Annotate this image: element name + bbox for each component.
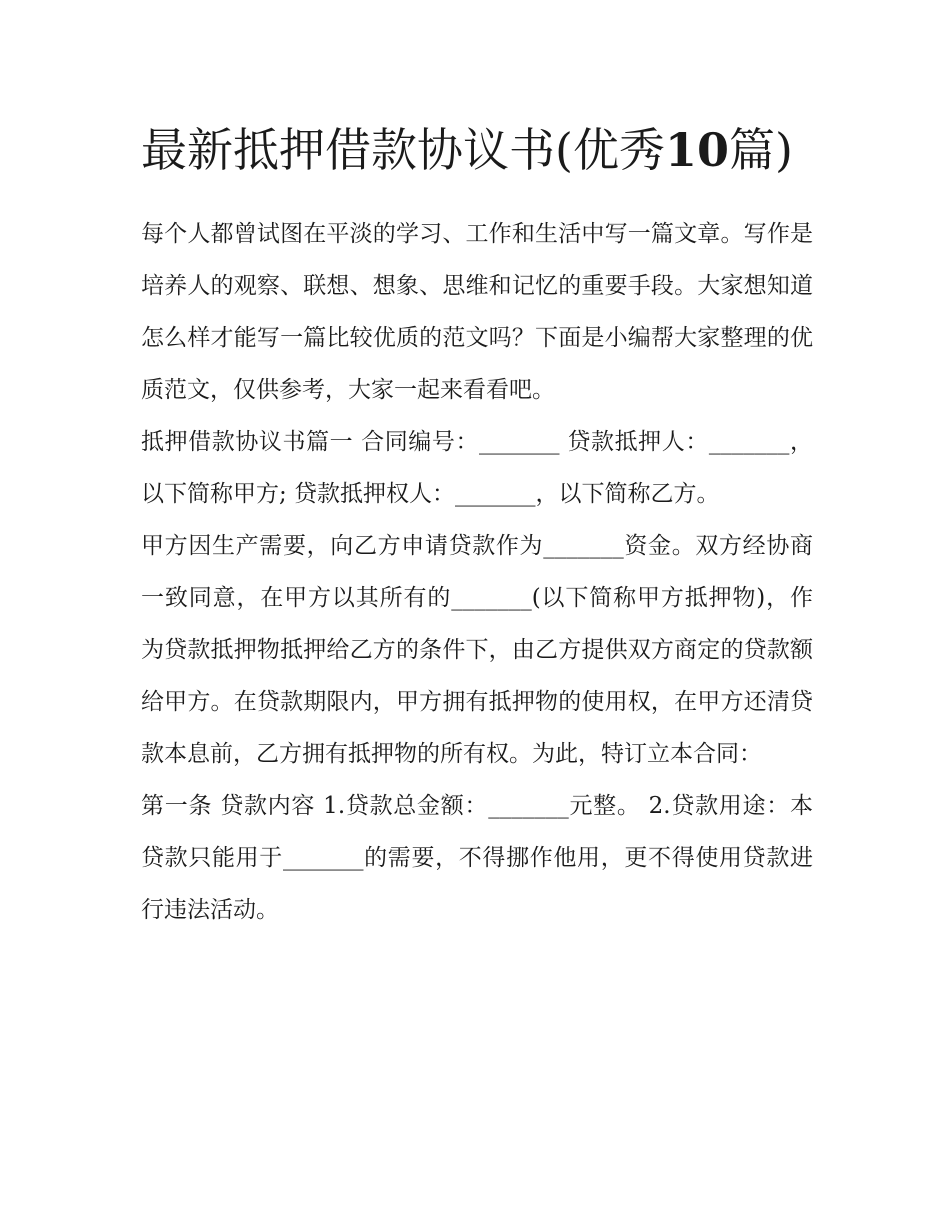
document-body (141, 208, 813, 936)
title-number: 10 (664, 123, 729, 177)
article-one-paragraph: 第一条 贷款内容 1.贷款总金额：_______元整。 2.贷款用途：本贷款只能用于_______的需要，不得挪作他用，更不得使用贷款进行违法活动。 (141, 793, 813, 923)
intro-paragraph: 每个人都曾试图在平淡的学习、工作和生活中写一篇文章。写作是培养人的观察、联想、想象、思维和记忆的重要手段。大家想知道怎么样才能写一篇比较优质的范文吗？下面是小编帮大家整理的优质范文，仅供参考，大家一起来看看吧。 (141, 221, 813, 403)
contract-header-paragraph: 抵押借款协议书篇一 合同编号：_______ 贷款抵押人：_______，以下简称甲方; 贷款抵押权人：_______，以下简称乙方。 (141, 429, 813, 507)
contract-preamble-paragraph: 甲方因生产需要，向乙方申请贷款作为_______资金。双方经协商一致同意，在甲方以其所有的_______(以下简称甲方抵押物)，作为贷款抵押物抵押给乙方的条件下，由乙方提供双方商定的贷款额给甲方。在贷款期限内，甲方拥有抵押物的使用权，在甲方还清贷款本息前，乙方拥有抵押物的所有权。为此，特订立本合同： (141, 533, 813, 767)
document-title: 最新抵押借款协议书(优秀10篇) (141, 123, 793, 177)
document-page (141, 112, 813, 936)
